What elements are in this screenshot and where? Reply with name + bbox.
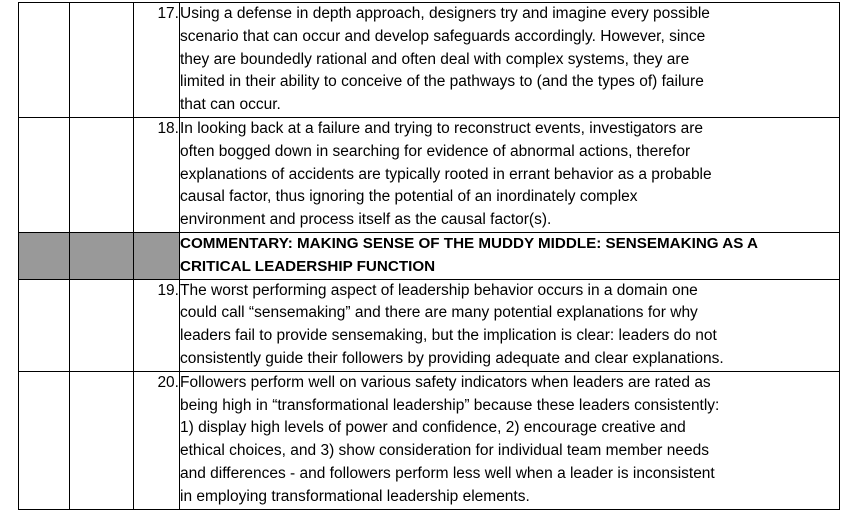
section-header-row [19, 232, 840, 279]
blank-cell [19, 3, 70, 118]
item-text [180, 3, 840, 118]
blank-cell [70, 3, 134, 118]
table-row [19, 279, 840, 371]
text-line: could call “sensemaking” and there are many potential explanations for why [180, 304, 698, 322]
blank-cell [70, 117, 134, 232]
text-line: The worst performing aspect of leadership behavior occurs in a domain one [180, 281, 698, 299]
section-heading [180, 232, 840, 279]
blank-cell [19, 371, 70, 509]
item-text [180, 117, 840, 232]
blank-cell [70, 371, 134, 509]
table-row [19, 117, 840, 232]
item-number: 17. [134, 3, 180, 118]
text-line: being high in “transformational leadership” because these leaders consistently: [180, 396, 720, 414]
blank-cell [19, 279, 70, 371]
blank-cell [70, 279, 134, 371]
text-line: they are boundedly rational and often deal with complex systems, they are [180, 50, 690, 68]
shaded-cell [19, 232, 70, 279]
item-number: 18. [134, 117, 180, 232]
text-line: 1) display high levels of power and confidence, 2) encourage creative and [180, 419, 686, 437]
text-line: consistently guide their followers by providing adequate and clear explanations. [180, 349, 724, 367]
text-line: that can occur. [180, 96, 281, 114]
item-number: 20. [134, 371, 180, 509]
text-line: causal factor, thus ignoring the potential of an inordinately complex [180, 188, 638, 206]
text-line: and differences - and followers perform less well when a leader is inconsistent [180, 464, 715, 482]
document-table [18, 2, 840, 510]
blank-cell [19, 117, 70, 232]
text-line: Followers perform well on various safety indicators when leaders are rated as [180, 373, 711, 391]
heading-line: COMMENTARY: MAKING SENSE OF THE MUDDY MIDDLE: SENSEMAKING AS A [180, 234, 758, 252]
text-line: environment and process itself as the causal factor(s). [180, 211, 552, 229]
text-line: Using a defense in depth approach, designers try and imagine every possible [180, 5, 710, 22]
text-line: leaders fail to provide sensemaking, but the implication is clear: leaders do not [180, 327, 717, 345]
text-line: In looking back at a failure and trying to reconstruct events, investigators are [180, 119, 703, 137]
text-line: scenario that can occur and develop safeguards accordingly. However, since [180, 27, 706, 45]
shaded-cell [134, 232, 180, 279]
text-line: limited in their ability to conceive of the pathways to (and the types of) failure [180, 73, 704, 91]
item-text [180, 279, 840, 371]
text-line: often bogged down in searching for evidence of abnormal actions, therefor [180, 142, 691, 160]
shaded-cell [70, 232, 134, 279]
text-line: in employing transformational leadership elements. [180, 487, 530, 505]
text-line: explanations of accidents are typically rooted in errant behavior as a probable [180, 165, 712, 183]
text-line: ethical choices, and 3) show consideration for individual team member needs [180, 442, 710, 460]
heading-line: CRITICAL LEADERSHIP FUNCTION [180, 257, 436, 275]
item-text [180, 371, 840, 509]
item-number: 19. [134, 279, 180, 371]
table-row [19, 3, 840, 118]
table-row [19, 371, 840, 509]
